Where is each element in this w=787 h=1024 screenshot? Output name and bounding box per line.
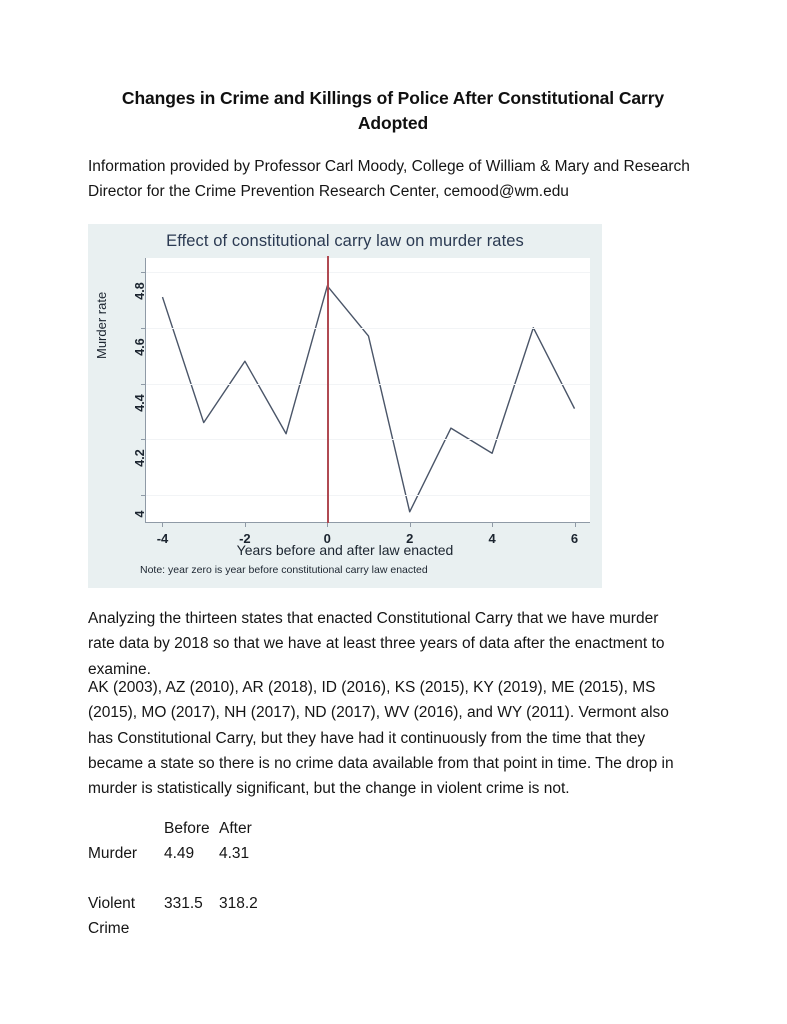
chart-panel (88, 224, 602, 588)
y-axis-label: Murder rate (94, 291, 109, 359)
gridline (146, 328, 590, 329)
paragraph-analysis: Analyzing the thirteen states that enacted Constitutional Carry that we have murder rate data by 2018 so that we have at least three years of data after the enactment to examine. (88, 610, 665, 678)
stats-table-wrapper (88, 816, 279, 941)
header-after: After (219, 820, 252, 837)
row-label-violent-crime-line2: Crime (88, 919, 130, 937)
violent-crime-before-value: 331.5 (164, 894, 203, 912)
y-axis-tick-label: 4.6 (133, 338, 147, 356)
reference-line-year-zero (327, 256, 328, 523)
x-axis-tick (492, 522, 493, 527)
byline-text: Information provided by Professor Carl Moody, College of William & Mary and Research Director for the Crime Prevention Research Center, cemood@wm.edu (88, 158, 690, 201)
x-axis-tick-label: 6 (570, 531, 579, 546)
page-title: Changes in Crime and Killings of Police After Constitutional Carry Adopted (121, 88, 665, 134)
header-blank (88, 816, 164, 841)
table-row-continued (88, 916, 279, 941)
chart-title: Effect of constitutional carry law on murder rates (166, 232, 524, 250)
x-axis-tick (575, 522, 576, 527)
y-axis-tick-label: 4 (133, 510, 147, 518)
gridline (146, 439, 590, 440)
murder-after-value: 4.31 (219, 845, 250, 863)
y-axis-tick-label: 4.8 (133, 282, 147, 300)
x-axis-label: Years before and after law enacted (236, 542, 454, 558)
empty-cell-before (164, 916, 219, 941)
spacer-cell-2 (164, 867, 219, 891)
x-axis-tick-label: 0 (323, 531, 331, 546)
series-polyline (162, 286, 574, 512)
y-axis-tick-label: 4.4 (133, 393, 147, 412)
gridline (146, 384, 590, 385)
header-before: Before (164, 820, 210, 837)
plot-area (133, 258, 590, 546)
empty-cell-after (219, 916, 279, 941)
x-axis-tick (245, 522, 246, 527)
gridline (146, 272, 590, 273)
row-label-violent-crime-line1: Violent (88, 894, 136, 912)
table-row (88, 841, 279, 866)
chart-note: Note: year zero is year before constitutional carry law enacted (140, 564, 428, 576)
x-axis-tick-label: -4 (156, 531, 169, 546)
x-axis-tick (410, 522, 411, 527)
x-axis-tick-label: 2 (406, 531, 414, 546)
table-row (88, 891, 279, 916)
murder-before-value: 4.49 (164, 845, 195, 863)
paragraph-states: AK (2003), AZ (2010), AR (2018), ID (2016), KS (2015), KY (2019), ME (2015), MS (2015), MO (2017), NH (2017), ND (2017), WV (2016), and WY (2011). Vermont also has Constitutional Carry, but they have had it continuously from the time that they became a state so there is no crime data available from that point in time. The drop in murder is statistically significant, but the change in violent crime is not. (88, 679, 674, 797)
murder-rate-line-series (146, 258, 591, 523)
y-axis-tick-label: 4.2 (133, 449, 147, 468)
gridline (146, 495, 590, 496)
table-header-row (88, 816, 279, 841)
stats-table (88, 816, 279, 941)
x-axis-tick (162, 522, 163, 527)
table-spacer-row (88, 867, 279, 891)
row-label-murder: Murder (88, 845, 138, 863)
spacer-cell-1 (88, 867, 164, 891)
x-axis-tick-label: -2 (239, 531, 251, 546)
x-axis-tick-label: 4 (488, 531, 496, 546)
violent-crime-after-value: 318.2 (219, 894, 258, 912)
spacer-cell-3 (219, 867, 279, 891)
